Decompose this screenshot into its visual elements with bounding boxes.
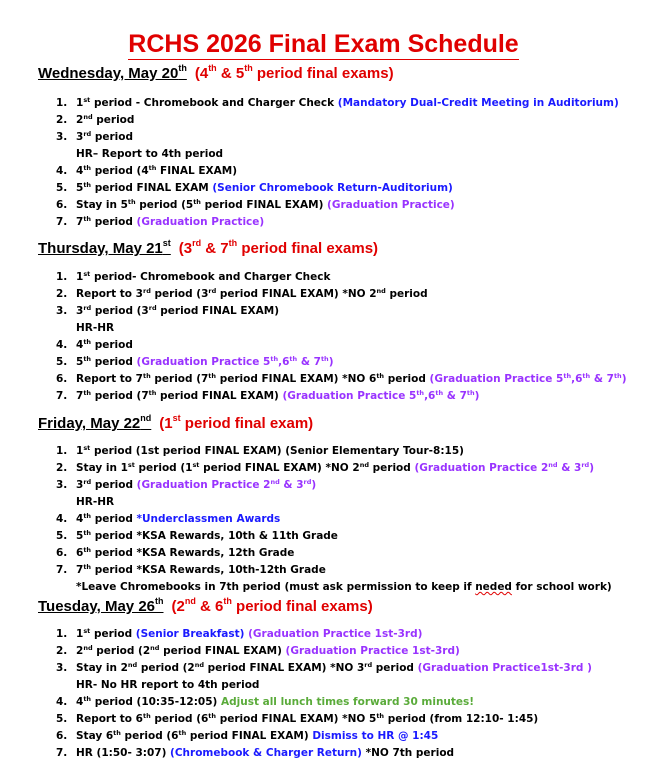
ordinal-suffix: th [289,355,298,363]
day-heading-friday [38,414,313,434]
item-number: 2. [56,288,68,300]
text-run: period (2 [92,645,151,657]
item-number: 1. [56,445,68,457]
schedule-item [0,677,592,694]
schedule-item [0,460,612,477]
day-exams [172,598,373,615]
text-run: period [92,114,135,126]
text-run: period FINAL EXAM [91,182,213,194]
day-exams [179,240,378,257]
ordinal-suffix: th [223,596,232,606]
ordinal-suffix: nd [83,644,93,652]
text-run: Stay in 2 [76,662,128,674]
ordinal-suffix: nd [359,461,369,469]
ordinal-suffix: nd [184,596,196,606]
text-run: FINAL EXAM) [156,165,238,177]
text-run: period final exams) [237,240,379,257]
text-run: period FINAL EXAM) [186,730,313,742]
ordinal-suffix: rd [364,661,373,669]
schedule-item [0,511,612,528]
schedule-list-wednesday [0,95,619,231]
ordinal-suffix: th [83,695,92,703]
item-number: 6. [56,373,68,385]
ordinal-suffix: th [613,372,622,380]
text-run: 2 [76,114,84,126]
ordinal-suffix: st [83,627,91,635]
ordinal-suffix: th [228,238,238,248]
ordinal-suffix: th [83,529,92,537]
ordinal-suffix: th [320,355,329,363]
text-run: period - Chromebook and Charger Check [90,97,338,109]
text-run: (Graduation Practice 2 [414,462,549,474]
text-run: Dismiss to HR @ 1:45 [312,730,439,742]
text-run: Stay 6 [76,730,114,742]
ordinal-suffix: th [83,181,92,189]
text-run: ) [589,462,595,474]
text-run: period- Chromebook and Charger Check [90,271,331,283]
day-heading-tuesday [38,597,373,617]
text-run: period *KSA Rewards, 10th-12th Grade [91,564,326,576]
text-run: period *KSA Rewards, 10th & 11th Grade [91,530,338,542]
item-number: 1. [56,271,68,283]
ordinal-suffix: th [466,389,475,397]
text-run: (Graduation Practice) [136,216,265,228]
text-run: (Graduation Practice 2 [136,479,271,491]
text-run: period FINAL EXAM) [156,390,283,402]
ordinal-suffix: rd [303,478,312,486]
ordinal-suffix: rd [83,130,92,138]
text-run: (Senior Breakfast) [135,628,245,640]
text-run: period [385,288,428,300]
text-run: 5 [76,356,84,368]
ordinal-suffix: th [142,372,151,380]
text-run: (Senior Chromebook Return-Auditorium) [212,182,453,194]
item-number: 2. [56,645,68,657]
text-run: (Graduation Practice 1st-3rd) [248,628,423,640]
ordinal-suffix: th [148,164,157,172]
text-run: period *KSA Rewards, 12th Grade [91,547,295,559]
item-number: 3. [56,479,68,491]
item-number: 7. [56,747,68,759]
item-number: 4. [56,513,68,525]
text-run: period (10:35-12:05) [91,696,221,708]
text-run: *Leave Chromebooks in 7th period (must ask permission to keep if [76,581,476,593]
text-run: 4 [76,165,84,177]
text-run: *Underclassmen Awards [136,513,281,525]
ordinal-suffix: th [83,164,92,172]
text-run: 4 [76,696,84,708]
schedule-item [0,711,592,728]
text-run: period [91,479,137,491]
schedule-item [0,643,592,660]
schedule-item [0,129,619,146]
day-date: Wednesday, May 20th [38,63,187,82]
text-run: ) [328,356,334,368]
schedule-item [0,626,592,643]
text-run: & 7 [201,240,229,257]
item-number: 6. [56,199,68,211]
text-run: & 7 [443,390,467,402]
ordinal-suffix: rd [208,287,217,295]
text-run: period (6 [120,730,179,742]
schedule-item [0,286,627,303]
day-heading-thursday [38,239,378,259]
text-run: period [91,356,137,368]
day-exams [195,65,394,82]
text-run: (Graduation Practice1st-3rd ) [417,662,592,674]
ordinal-suffix: th [435,389,444,397]
schedule-item [0,660,592,677]
text-run: 7 [76,216,84,228]
text-run: (3 [178,240,193,257]
item-number: 7. [56,216,68,228]
schedule-item [0,354,627,371]
schedule-item [0,545,612,562]
ordinal-suffix: th [83,389,92,397]
schedule-item [0,579,612,596]
ordinal-suffix: th [582,372,591,380]
schedule-item [0,494,612,511]
ordinal-suffix: rd [192,238,202,248]
ordinal-suffix: th [208,63,217,73]
text-run: neded [475,581,512,593]
text-run: (Graduation Practice) [327,199,455,211]
text-run: period FINAL EXAM) *NO 2 [216,288,377,300]
text-run: & 3 [557,462,582,474]
text-run: period final exams) [252,65,394,82]
text-run: period FINAL EXAM) [159,645,286,657]
schedule-item [0,146,619,163]
text-run: 4 [76,513,84,525]
text-run: 1 [76,271,84,283]
ordinal-suffix: nd [194,661,205,669]
text-run: HR-HR [76,496,115,508]
day-exams [159,415,313,432]
ordinal-suffix: th [376,712,385,720]
text-run: period (1 [134,462,193,474]
text-run: Report to 7 [76,373,143,385]
text-run: period (4 [91,165,149,177]
item-number: 5. [56,356,68,368]
ordinal-suffix: th [193,198,201,206]
schedule-item [0,303,627,320]
ordinal-suffix: rd [83,478,92,486]
schedule-item [0,163,619,180]
ordinal-suffix: st [83,270,91,278]
ordinal-suffix: th [148,389,157,397]
item-number: 2. [56,114,68,126]
day-date: Thursday, May 21st [38,238,171,257]
text-run: *NO 7th period [361,747,455,759]
text-run: 3 [76,305,84,317]
item-number: 7. [56,390,68,402]
text-run: ,6 [278,356,290,368]
schedule-item [0,371,627,388]
item-number: 1. [56,97,68,109]
schedule-item [0,528,612,545]
text-run: HR (1:50- 3:07) [76,747,171,759]
ordinal-suffix: th [127,198,136,206]
ordinal-suffix: th [376,372,385,380]
schedule-item [0,337,627,354]
schedule-list-tuesday [0,626,592,762]
ordinal-suffix: st [192,461,200,469]
item-number: 6. [56,547,68,559]
text-run: 1 [76,97,84,109]
text-run: Stay in 5 [76,199,128,211]
text-run: (1 [159,415,173,432]
text-run: period [91,216,137,228]
ordinal-suffix: th [83,215,92,223]
text-run: period (7 [91,390,149,402]
text-run: Report to 3 [76,288,143,300]
text-run: for school work) [511,581,612,593]
text-run: period [91,339,133,351]
schedule-list-thursday [0,269,627,405]
text-run: & 6 [195,598,224,615]
ordinal-suffix: rd [581,461,590,469]
text-run: 3 [76,131,84,143]
text-run: 5 [76,182,84,194]
ordinal-suffix: rd [142,287,151,295]
text-run: (Graduation Practice 1st-3rd) [285,645,460,657]
schedule-item [0,745,592,762]
text-run: period [368,462,415,474]
text-run: Stay in 1 [76,462,128,474]
text-run: ) [474,390,480,402]
text-run: period [91,513,137,525]
text-run: & 7 [297,356,321,368]
item-number: 5. [56,530,68,542]
schedule-item [0,112,619,129]
text-run: period (6 [150,713,209,725]
item-number: 5. [56,713,68,725]
text-run: (Mandatory Dual-Credit Meeting in Auditorium) [337,97,619,109]
ordinal-suffix: th [416,389,425,397]
text-run: period final exam) [180,415,314,432]
ordinal-suffix: th [244,63,253,73]
text-run: 6 [76,547,84,559]
text-run: period FINAL EXAM) *NO 2 [199,462,360,474]
text-run: period FINAL EXAM) [200,199,328,211]
item-number: 2. [56,462,68,474]
item-number: 4. [56,339,68,351]
text-run: HR-HR [76,322,115,334]
item-number: 5. [56,182,68,194]
text-run: (2 [171,598,185,615]
ordinal-suffix: nd [376,287,386,295]
text-run: Adjust all lunch times forward 30 minutes! [220,696,475,708]
text-run: period (from 12:10- 1:45) [384,713,539,725]
schedule-item [0,214,619,231]
schedule-item [0,728,592,745]
text-run: ,6 [571,373,583,385]
schedule-item [0,562,612,579]
ordinal-suffix: th [83,338,92,346]
text-run: HR– Report to 4th period [76,148,224,160]
text-run: HR- No HR report to 4th period [76,679,260,691]
text-run: 2 [76,645,84,657]
text-run: 7 [76,564,84,576]
schedule-list-friday [0,443,612,596]
text-run: period (3 [150,288,209,300]
schedule-item [0,180,619,197]
text-run: ,6 [424,390,436,402]
text-run: period final exams) [231,598,373,615]
text-run: period [91,131,133,143]
text-run: period (1st period FINAL EXAM) (Senior Elementary Tour-8:15) [90,445,464,457]
ordinal-suffix: nd [150,644,160,652]
ordinal-suffix: nd [127,661,138,669]
text-run: ) [621,373,627,385]
text-run: & 3 [279,479,304,491]
schedule-item [0,95,619,112]
text-run: & 7 [590,373,614,385]
schedule-item [0,694,592,711]
schedule-item [0,197,619,214]
item-number: 3. [56,305,68,317]
text-run: period FINAL EXAM) *NO 6 [216,373,377,385]
ordinal-suffix: th [208,372,217,380]
page-title [0,22,647,60]
day-heading-wednesday [38,64,394,84]
text-run: period FINAL EXAM) [156,305,280,317]
item-number: 3. [56,662,68,674]
text-run: 5 [76,530,84,542]
schedule-item [0,388,627,405]
ordinal-suffix: nd [548,461,558,469]
ordinal-suffix: th [208,712,217,720]
text-run: (Graduation Practice 5 [136,356,271,368]
text-run: period (7 [150,373,209,385]
ordinal-suffix: nd [83,113,93,121]
ordinal-suffix: st [127,461,135,469]
schedule-item [0,320,627,337]
ordinal-suffix: th [83,355,92,363]
ordinal-suffix: th [83,546,92,554]
day-date: Tuesday, May 26th [38,596,164,615]
text-run: (4 [194,65,209,82]
text-run: ) [311,479,317,491]
ordinal-suffix: th [83,563,92,571]
item-number: 3. [56,131,68,143]
schedule-item [0,269,627,286]
text-run: (Graduation Practice 5 [429,373,564,385]
item-number: 1. [56,628,68,640]
text-run: 1 [76,445,84,457]
text-run: 3 [76,479,84,491]
ordinal-suffix: th [563,372,572,380]
item-number: 4. [56,696,68,708]
item-number: 4. [56,165,68,177]
ordinal-suffix: th [270,355,279,363]
text-run: (Chromebook & Charger Return) [170,747,362,759]
item-number: 6. [56,730,68,742]
ordinal-suffix: th [178,729,187,737]
schedule-item [0,477,612,494]
text-run: 4 [76,339,84,351]
ordinal-suffix: nd [270,478,280,486]
text-run: period (3 [91,305,149,317]
ordinal-suffix: st [83,444,91,452]
text-run: period FINAL EXAM) *NO 3 [204,662,365,674]
text-run: period [90,628,136,640]
ordinal-suffix: th [113,729,121,737]
ordinal-suffix: rd [83,304,92,312]
text-run: period [384,373,430,385]
schedule-item [0,443,612,460]
text-run: Report to 6 [76,713,143,725]
text-run: 1 [76,628,84,640]
ordinal-suffix: th [83,512,92,520]
ordinal-suffix: st [83,96,91,104]
ordinal-suffix: rd [148,304,157,312]
text-run: (Graduation Practice 5 [282,390,417,402]
item-number: 7. [56,564,68,576]
ordinal-suffix: st [172,413,181,423]
text-run: & 5 [216,65,245,82]
text-run: period FINAL EXAM) *NO 5 [216,713,377,725]
text-run: 7 [76,390,84,402]
text-run: period [372,662,418,674]
text-run: period (2 [137,662,195,674]
day-date: Friday, May 22nd [38,413,152,432]
ordinal-suffix: th [142,712,151,720]
text-run: period (5 [135,199,194,211]
page-title-text: RCHS 2026 Final Exam Schedule [128,30,519,58]
